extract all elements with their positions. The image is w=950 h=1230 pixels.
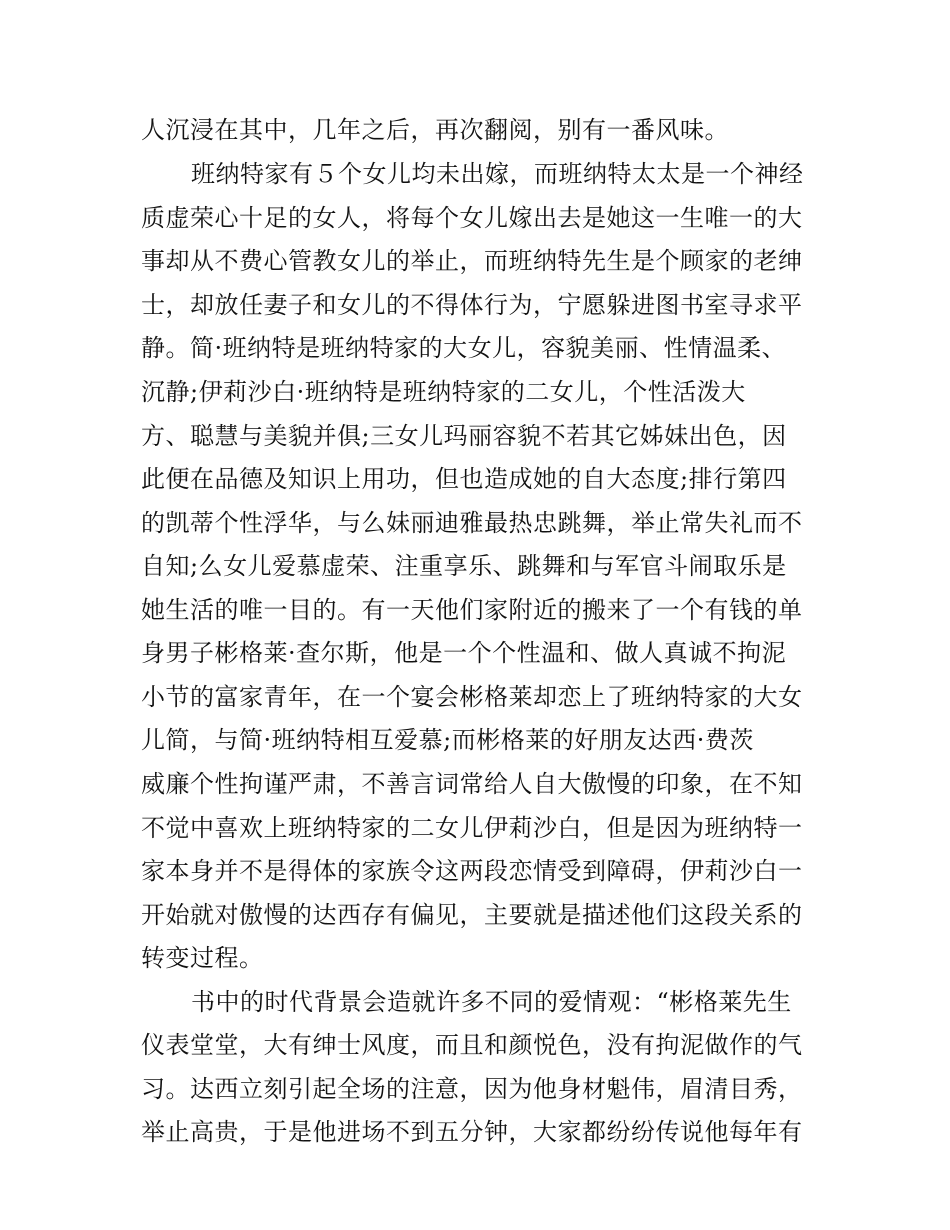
text-line: 她生活的唯一目的。有一天他们家附近的搬来了一个有钱的单 — [141, 596, 803, 624]
text-line: 仪表堂堂，大有绅士风度，而且和颜悦色，没有拘泥做作的气 — [141, 1031, 803, 1059]
paragraph-start-line: 书中的时代背景会造就许多不同的爱情观：“彬格莱先生 — [191, 988, 792, 1016]
text-line: 转变过程。 — [141, 944, 264, 972]
text-line: 习。达西立刻引起全场的注意，因为他身材魁伟，眉清目秀， — [141, 1075, 803, 1103]
text-line: 的凯蒂个性浮华，与么妹丽迪雅最热忠跳舞，举止常失礼而不 — [141, 509, 803, 537]
text-line: 事却从不费心管教女儿的举止，而班纳特先生是个顾家的老绅 — [141, 247, 803, 275]
paragraph-start-line: 班纳特家有５个女儿均未出嫁，而班纳特太太是一个神经 — [191, 160, 804, 188]
text-line: 威廉个性拘谨严肃，不善言词常给人自大傲慢的印象，在不知 — [141, 770, 803, 798]
text-line: 开始就对傲慢的达西存有偏见，主要就是描述他们这段关系的 — [141, 901, 803, 929]
text-line: 不觉中喜欢上班纳特家的二女儿伊莉沙白，但是因为班纳特一 — [141, 814, 803, 842]
text-line: 人沉浸在其中，几年之后，再次翻阅，别有一番风味。 — [141, 116, 729, 144]
text-line: 质虚荣心十足的女人，将每个女儿嫁出去是她这一生唯一的大 — [141, 204, 803, 232]
text-line: 儿简，与简·班纳特相互爱慕;而彬格莱的好朋友达西·费茨 — [141, 726, 754, 754]
text-line: 身男子彬格莱·查尔斯，他是一个个性温和、做人真诚不拘泥 — [141, 639, 787, 667]
text-line: 举止高贵，于是他进场不到五分钟，大家都纷纷传说他每年有 — [141, 1118, 803, 1146]
text-line: 家本身并不是得体的家族令这两段恋情受到障碍，伊莉沙白一 — [141, 857, 803, 885]
text-line: 小节的富家青年，在一个宴会彬格莱却恋上了班纳特家的大女 — [141, 683, 803, 711]
text-line: 此便在品德及知识上用功，但也造成她的自大态度;排行第四 — [141, 465, 787, 493]
text-line: 自知;么女儿爱慕虚荣、注重享乐、跳舞和与军官斗闹取乐是 — [141, 552, 787, 580]
text-line: 静。简·班纳特是班纳特家的大女儿，容貌美丽、性情温柔、 — [141, 334, 787, 362]
text-line: 方、聪慧与美貌并俱;三女儿玛丽容貌不若其它姊妹出色，因 — [141, 422, 787, 450]
text-line: 士，却放任妻子和女儿的不得体行为，宁愿躲进图书室寻求平 — [141, 291, 803, 319]
text-line: 沉静;伊莉沙白·班纳特是班纳特家的二女儿，个性活泼大 — [141, 378, 746, 406]
